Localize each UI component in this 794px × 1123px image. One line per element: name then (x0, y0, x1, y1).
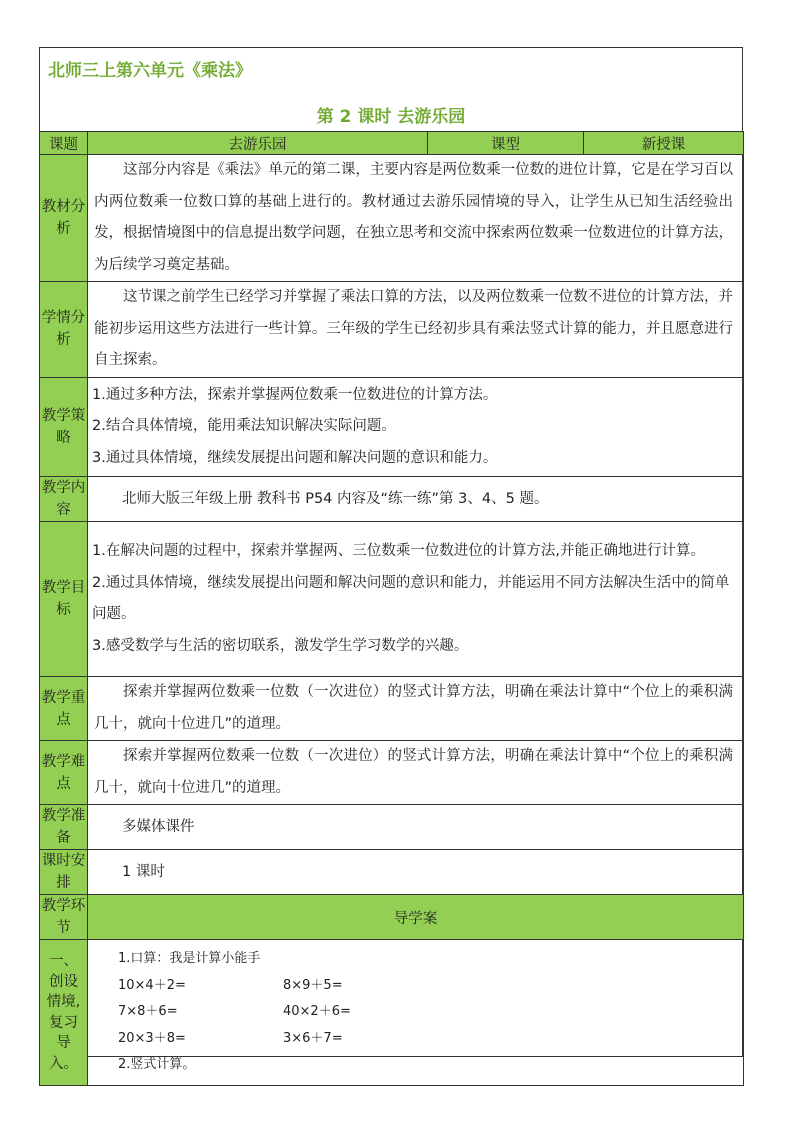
strategy-item: 3.通过具体情境，继续发展提出问题和解决问题的意识和能力。 (92, 449, 498, 466)
lesson-table (39, 131, 744, 1086)
type-label: 课型 (428, 132, 584, 155)
phase-row (40, 895, 744, 940)
goals-item: 2.通过具体情境，继续发展提出问题和解决问题的意识和能力，并能运用不同方法解决生活中的简单问题。 (92, 574, 730, 622)
exercise: 8×9＋5= (283, 977, 343, 993)
phase-text: 导学案 (88, 895, 744, 940)
student-row (40, 282, 744, 378)
material-row (40, 155, 744, 282)
step1-row (40, 940, 744, 1086)
strategy-list (88, 377, 744, 477)
series-title: 北师三上第六单元《乘法》 (48, 61, 252, 81)
content-row (40, 477, 744, 522)
content-label: 教学内容 (40, 477, 88, 522)
prep-text: 多媒体课件 (88, 805, 744, 850)
topic-value: 去游乐园 (88, 132, 428, 155)
strategy-label: 教学策略 (40, 377, 88, 477)
time-row (40, 850, 744, 895)
exercise: 3×6＋7= (283, 1030, 343, 1046)
step1-content (88, 940, 744, 1086)
key-row (40, 677, 744, 741)
goals-list (88, 522, 744, 677)
strategy-row (40, 377, 744, 477)
lesson-plan-sheet (39, 47, 743, 1072)
goals-item: 3.感受数学与生活的密切联系，激发学生学习数学的兴趣。 (92, 637, 469, 654)
prep-label: 教学准备 (40, 805, 88, 850)
exercise: 40×2＋6= (283, 1004, 351, 1019)
time-text: 1 课时 (88, 850, 744, 895)
step1-label: 一、创设情境,复习导入。 (40, 940, 88, 1086)
student-label: 学情分析 (40, 282, 88, 378)
time-label: 课时安排 (40, 850, 88, 895)
goals-item: 1.在解决问题的过程中，探索并掌握两、三位数乘一位数进位的计算方法,并能正确地进行计算。 (92, 543, 705, 559)
difficulty-label: 教学难点 (40, 741, 88, 805)
phase-label: 教学环节 (40, 895, 88, 940)
vertical-title: 2.竖式计算。 (118, 1057, 196, 1072)
student-text: 这节课之前学生已经学习并掌握了乘法口算的方法，以及两位数乘一位数不进位的计算方法，并能初步运用这些方法进行一些计算。三年级的学生已经初步具有乘法竖式计算的能力，并且愿意进行自主探索。 (88, 282, 744, 378)
oral-title: 1.口算：我是计算小能手 (118, 951, 261, 966)
type-value: 新授课 (584, 132, 744, 155)
prep-row (40, 805, 744, 850)
lesson-title: 第 2 课时 去游乐园 (316, 107, 466, 127)
topic-label: 课题 (40, 132, 88, 155)
key-text: 探索并掌握两位数乘一位数（一次进位）的竖式计算方法，明确在乘法计算中“个位上的乘积满几十，就向十位进几”的道理。 (88, 677, 744, 741)
goals-label: 教学目标 (40, 522, 88, 677)
strategy-item: 2.结合具体情境，能用乘法知识解决实际问题。 (92, 418, 396, 434)
key-label: 教学重点 (40, 677, 88, 741)
difficulty-text: 探索并掌握两位数乘一位数（一次进位）的竖式计算方法，明确在乘法计算中“个位上的乘积满几十，就向十位进几”的道理。 (88, 741, 744, 805)
info-row (40, 132, 744, 155)
exercise: 20×3＋8= (118, 1030, 186, 1046)
exercise: 10×4＋2= (118, 977, 186, 993)
exercise: 7×8＋6= (118, 1004, 178, 1019)
strategy-item: 1.通过多种方法，探索并掌握两位数乘一位数进位的计算方法。 (92, 386, 498, 403)
goals-row (40, 522, 744, 677)
material-text: 这部分内容是《乘法》单元的第二课，主要内容是两位数乘一位数的进位计算，它是在学习百以内两位数乘一位数口算的基础上进行的。教材通过去游乐园情境的导入，让学生从已知生活经验出发，根据情境图中的信息提出数学问题，在独立思考和交流中探索两位数乘一位数进位的计算方法，为后续学习奠定基础。 (88, 155, 744, 282)
oral-exercises (118, 973, 735, 1053)
material-label: 教材分析 (40, 155, 88, 282)
difficulty-row (40, 741, 744, 805)
content-text: 北师大版三年级上册 教科书 P54 内容及“练一练”第 3、4、5 题。 (88, 477, 744, 522)
